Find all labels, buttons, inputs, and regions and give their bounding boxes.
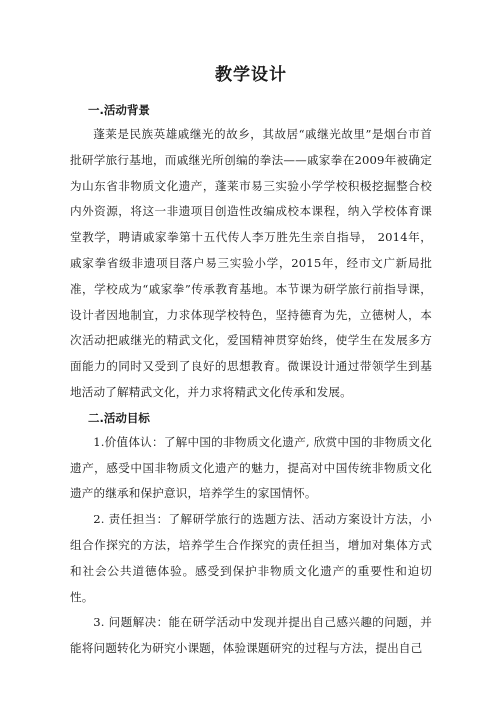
goal-paragraph-problem-solving: 3. 问题解决：能在研学活动中发现并提出自己感兴趣的问题，并能将问题转化为研究小课题，体验课题研究的过程与方法，提出自己	[70, 615, 432, 656]
section-heading-goals: 二.活动目标	[88, 410, 150, 425]
section-heading-background: 一.活动背景	[88, 103, 150, 117]
section-activity-background	[70, 98, 432, 406]
background-paragraph: 蓬莱是民族英雄戚继光的故乡，其故居“戚继光故里”是烟台市首批研学旅行基地，而戚继光所创编的拳法——戚家拳在2009年被确定为山东省非物质文化遗产，蓬莱市易三实验小学学校积极挖掘整合校内外资源，将这一非遗项目创造性改编成校本课程，纳入学校体育课堂教学，聘请戚家拳第十五代传人李万胜先生亲自指导， 2014年，戚家拳省级非遗项目落户易三实验小学，2015年，经市文广新局批准，学校成为“戚家拳”传承教育基地。本节课为研学旅行前指导课，设计者因地制宜，力求体现学校特色，坚持德育为先，立德树人，本次活动把戚继光的精武文化，爱国精神贯穿始终，使学生在发展多方面能力的同时又受到了良好的思想教育。微课设计通过带领学生到基地活动了解精武文化，并力求将精武文化传承和发展。	[70, 127, 432, 399]
goal-paragraph-responsibility: 2. 责任担当：了解研学旅行的选题方法、活动方案设计方法，小组合作探究的方法，培养学生合作探究的责任担当，增加对集体方式和社会公共道德体验。感受到保护非物质文化遗产的重要性和迫切性。	[70, 512, 432, 604]
document-title: 教学设计	[215, 65, 287, 85]
section-activity-goals	[70, 406, 432, 662]
goal-paragraph-value: 1.价值体认：了解中国的非物质文化遗产, 欣赏中国的非物质文化遗产，感受中国非物质文化遗产的魅力，提高对中国传统非物质文化遗产的继承和保护意识，培养学生的家国情怀。	[70, 434, 432, 501]
